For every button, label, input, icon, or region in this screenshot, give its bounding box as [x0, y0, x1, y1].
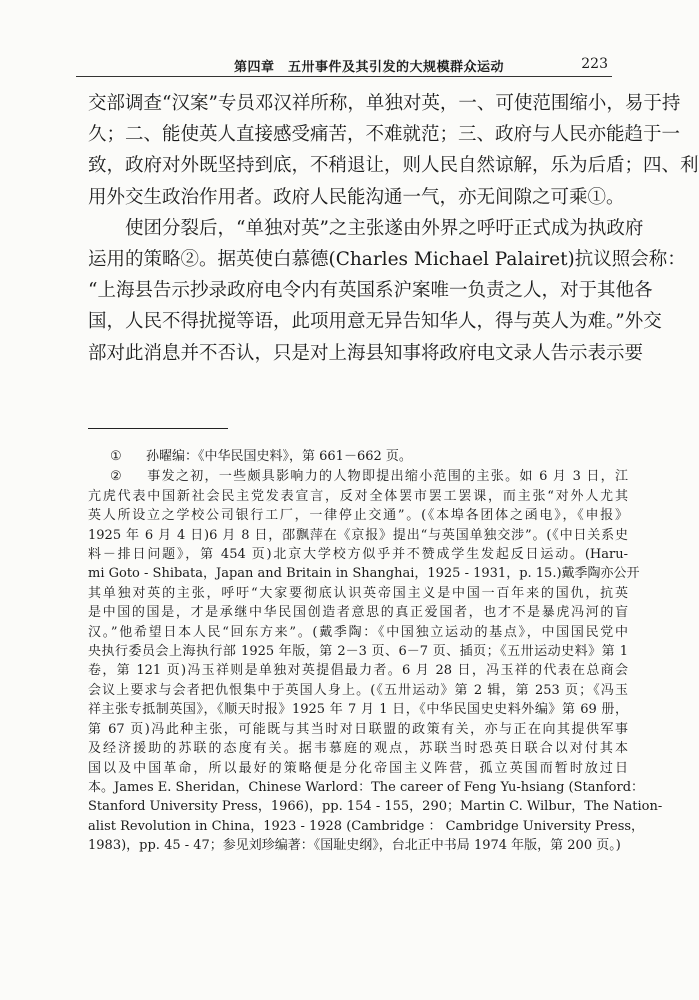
footnote-line: 是中国的国是，才是承继中华民国创造者意思的真正爱国者，也才不是暴虎冯河的盲: [88, 605, 628, 621]
footnote-text: 事发之初，一些颇具影响力的人物即提出缩小范围的主张。如 6 月 3 日，江: [146, 469, 628, 485]
footnote-line: 卷，第 121 页)冯玉祥则是单独对英提倡最力者。6 月 28 日，冯玉祥的代表在总商会: [88, 663, 628, 679]
footnote-line: 本。James E. Sheridan，Chinese Warlord：The career of Feng Yu-hsiang (Stanford：: [88, 779, 645, 795]
chapter-title: 第四章 五卅事件及其引发的大规模群众运动: [234, 60, 505, 75]
text-line: 用外交生政治作用者。政府人民能沟通一气，亦无间隙之可乘①。: [88, 186, 625, 208]
footnote-line: 亢虎代表中国新社会民主党发表宣言，反对全体罢市罢工罢课，而主张“对外人尤其: [88, 488, 628, 504]
footnote-line: Stanford University Press，1966)，pp. 154 - 155，290；Martin C. Wilbur，The Nation-: [88, 799, 663, 815]
footnote-line: 国以及中国革命，所以最好的策略便是分化帝国主义阵营，孤立英国而暂时放过日: [88, 760, 628, 776]
footnote-2: [88, 467, 663, 855]
paragraph: [88, 88, 699, 213]
page-number: 223: [581, 56, 608, 72]
running-header: [76, 50, 612, 77]
footnote-marker: ②: [110, 469, 122, 485]
footnote-marker: ①: [110, 449, 122, 464]
footnote-divider: [88, 428, 228, 429]
footnote-line: 央执行委员会上海执行部 1925 年版，第 2－3 页、6－7 页、插页；《五卅运动史料》第 1: [88, 644, 628, 660]
text-line: 久；二、能使英人直接感受痛苦，不难就范；三、政府与人民亦能趋于一: [88, 124, 681, 146]
footnotes: [88, 447, 663, 857]
text-line: 运用的策略②。据英使白慕德(Charles Michael Palairet)抗议照会称：: [88, 249, 686, 271]
footnote-1: [88, 447, 628, 466]
footnote-line: 及经济援助的苏联的态度有关。据韦慕庭的观点，苏联当时恐英日联合以对付其本: [88, 741, 628, 757]
text-line: 致，政府对外既坚持到底，不稍退让，则人民自然谅解，乐为后盾；四、利: [88, 155, 699, 177]
footnote-text: 孙曜编：《中华民国史料》，第 661－662 页。: [146, 449, 412, 464]
footnote-line: 1983)，pp. 45 - 47；参见刘珍编著：《国耻史纲》，台北正中书局 1974 年版，第 200 页。): [88, 838, 621, 854]
footnote-line: alist Revolution in China，1923 - 1928 (Cambridge ： Cambridge University Press，: [88, 818, 645, 834]
footnote-line: 料－排日问题》，第 454 页)北京大学校方似乎并不赞成学生发起反日运动。(Haru-: [88, 547, 628, 563]
footnote-line: 1925 年 6 月 4 日)6 月 8 日，邵飘萍在《京报》提出“与英国单独交涉”。(《中日关系史: [88, 527, 628, 543]
footnote-line: 第 67 页)冯此种主张，可能既与其当时对日联盟的政策有关，亦与正在向其提供军事: [88, 721, 628, 737]
text-line: “上海县告示抄录政府电令内有英国系沪案唯一负责之人，对于其他各: [88, 280, 653, 302]
paragraph: [88, 213, 686, 369]
main-text: [88, 88, 699, 369]
text-line: 国，人民不得扰搅等语，此项用意无异告知华人，得与英人为难。”外交: [88, 311, 662, 333]
footnote-line: 汉。”他希望日本人民“回东方来”。(戴季陶：《中国独立运动的基点》，中国国民党中: [88, 624, 628, 640]
text-line: 使团分裂后，“单独对英”之主张遂由外界之呼吁正式成为执政府: [125, 217, 644, 239]
text-line: 交部调查“汉案”专员邓汉祥所称，单独对英，一、可使范围缩小，易于持: [88, 93, 681, 114]
footnote-line: 会议上要求与会者把仇恨集中于英国人身上。(《五卅运动》第 2 辑，第 253 页；《冯玉: [88, 682, 628, 698]
footnote-line: 其单独对英的主张，呼吁“大家要彻底认识英帝国主义是中国一百年来的国仇，抗英: [88, 585, 628, 601]
footnote-line: 祥主张专抵制英国》，《顺天时报》1925 年 7 月 1 日，《中华民国史史料外编》第 69 册，: [88, 702, 628, 718]
footnote-line: [88, 467, 628, 486]
footnote-line: 英人所设立之学校公司银行工厂，一律停止交通”。(《本埠各团体之函电》，《申报》: [88, 508, 628, 524]
footnote-line: [88, 447, 628, 466]
footnote-line: mi Goto - Shibata，Japan and Britain in Shanghai，1925 - 1931，p. 15.)戴季陶亦公开: [88, 566, 640, 582]
text-line: 部对此消息并不否认，只是对上海县知事将政府电文录人告示表示要: [88, 342, 644, 364]
